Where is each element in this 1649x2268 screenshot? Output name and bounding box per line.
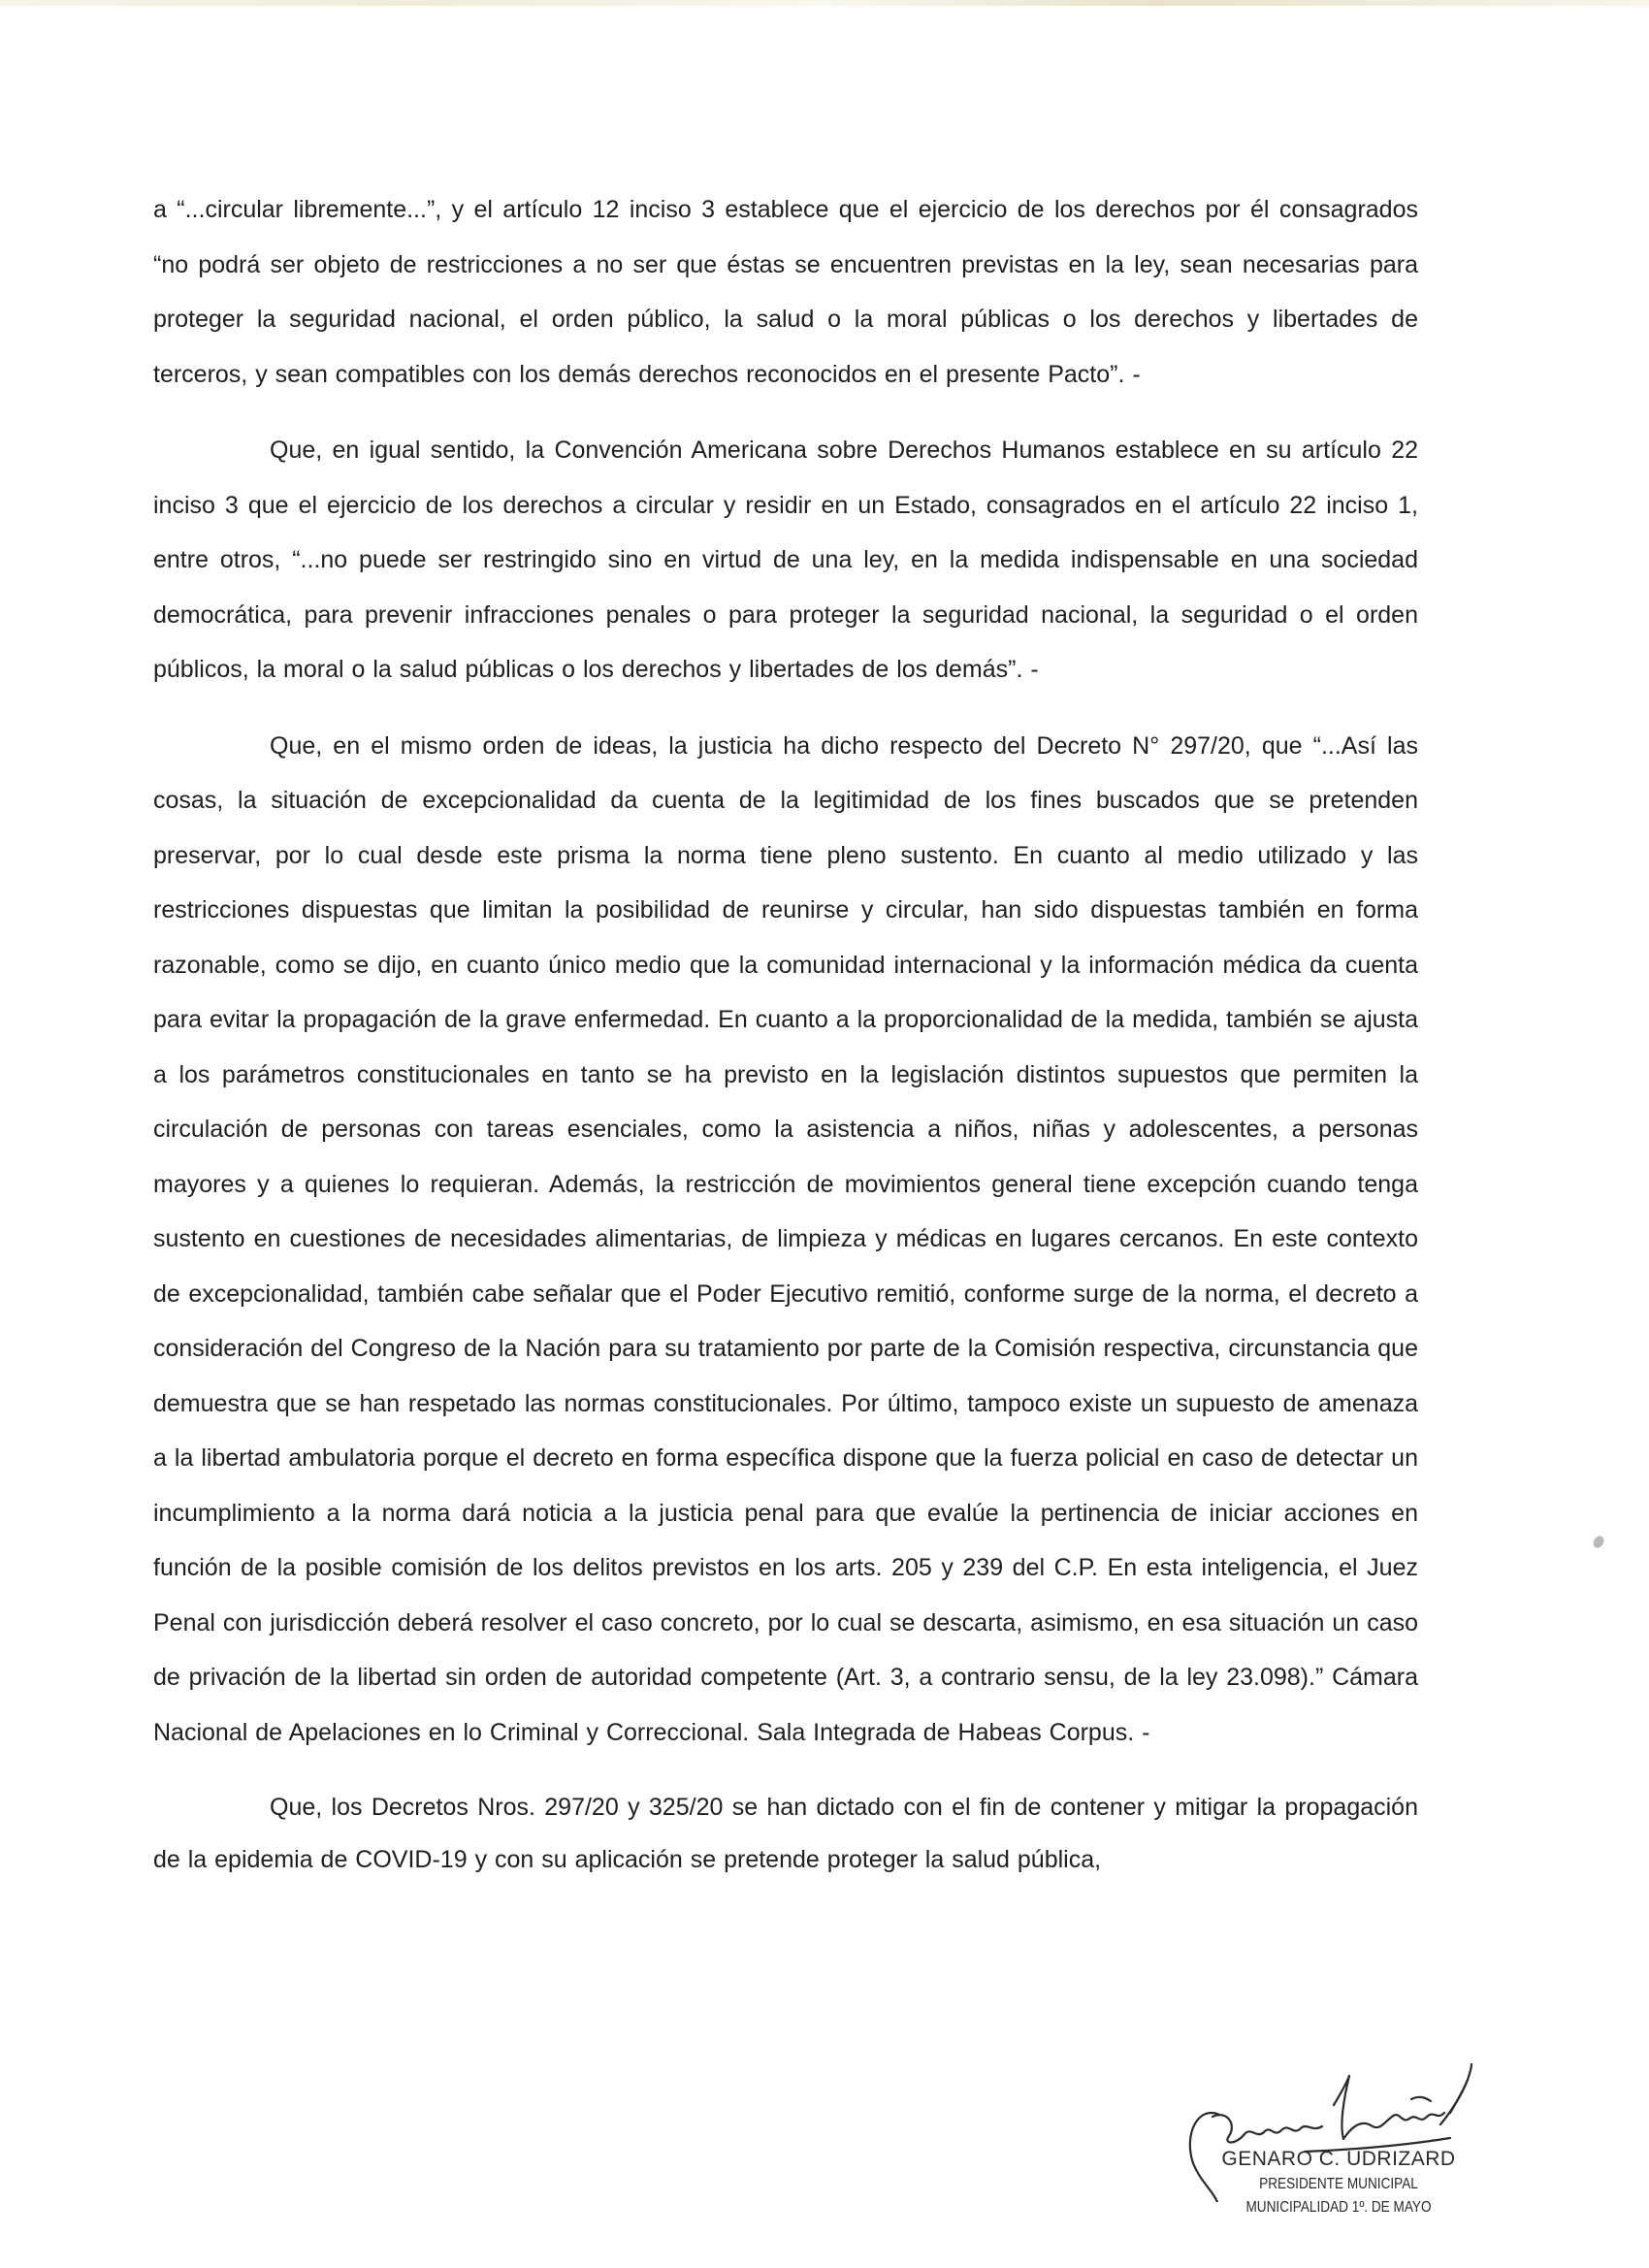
paragraph-convencion-americana: Que, en igual sentido, la Convención Americana sobre Derechos Humanos establece en su artículo 22 inciso 3 que el ejercicio de los derechos a circular y residir en un Estado, consagrados en el artículo 22 inciso 1, entre otros, “...no puede ser restringido sino en virtud de una ley, en la medida indispensable en una sociedad democrática, para prevenir infracciones penales o para proteger la seguridad nacional, la seguridad o el orden públicos, la moral o la salud públicas o los derechos y libertades de los demás”. - bbox=[153, 437, 1418, 683]
stamp-title: PRESIDENTE MUNICIPAL bbox=[1259, 2176, 1418, 2192]
official-stamp bbox=[1193, 2147, 1484, 2219]
scan-speck bbox=[1591, 1534, 1605, 1549]
stamp-name: GENARO C. UDRIZARD bbox=[1221, 2148, 1456, 2170]
document-body bbox=[153, 182, 1418, 1886]
stamp-organization: MUNICIPALIDAD 1º. DE MAYO bbox=[1245, 2199, 1432, 2216]
scan-top-edge bbox=[0, 0, 1649, 6]
paragraph-jurisprudence-quote: Que, en el mismo orden de ideas, la justicia ha dicho respecto del Decreto N° 297/20, que “...Así las cosas, la situación de excepcionalidad da cuenta de la legitimidad de los fines buscados que se pretenden preservar, por lo cual desde este prisma la norma tiene pleno sustento. En cuanto al medio utilizado y las restricciones dispuestas que limitan la posibilidad de reunirse y circular, han sido dispuestas también en forma razonable, como se dijo, en cuanto único medio que la comunidad internacional y la información médica da cuenta para evitar la propagación de la grave enfermedad. En cuanto a la proporcionalidad de la medida, también se ajusta a los parámetros constitucionales en tanto se ha previsto en la legislación distintos supuestos que permiten la circulación de personas con tareas esenciales, como la asistencia a niños, niñas y adolescentes, a personas mayores y a quienes lo requieran. Además, la restricción de movimientos general tiene excepción cuando tenga sustento en cuestiones de necesidades alimentarias, de limpieza y médicas en lugares cercanos. En este contexto de excepcionalidad, también cabe señalar que el Poder Ejecutivo remitió, conforme surge de la norma, el decreto a consideración del Congreso de la Nación para su tratamiento por parte de la Comisión respectiva, circunstancia que demuestra que se han respetado las normas constitucionales. Por último, tampoco existe un supuesto de amenaza a la libertad ambulatoria porque el decreto en forma específica dispone que la fuerza policial en caso de detectar un incumplimiento a la norma dará noticia a la justicia penal para que evalúe la pertinencia de iniciar acciones en función de la posible comisión de los delitos previstos en los arts. 205 y 239 del C.P. En esta inteligencia, el Juez Penal con jurisdicción deberá resolver el caso concreto, por lo cual se descarta, asimismo, en esa situación un caso de privación de la libertad sin orden de autoridad competente (Art. 3, a contrario sensu, de la ley 23.098).” Cámara Nacional de Apelaciones en lo Criminal y Correccional. Sala Integrada de Habeas Corpus. - bbox=[153, 731, 1418, 1746]
paragraph-decretos: Que, los Decretos Nros. 297/20 y 325/20 se han dictado con el fin de contener y mitigar la propagación de la epidemia de COVID-19 y con su aplicación se pretende proteger la salud pública, bbox=[153, 1794, 1418, 1873]
paragraph-pacto-citation: a “...circular libremente...”, y el artículo 12 inciso 3 establece que el ejercicio de los derechos por él consagrados “no podrá ser objeto de restricciones a no ser que éstas se encuentren previstas en la ley, sean necesarias para proteger la seguridad nacional, el orden público, la salud o la moral públicas o los derechos y libertades de terceros, y sean compatibles con los demás derechos reconocidos en el presente Pacto”. - bbox=[153, 196, 1418, 388]
